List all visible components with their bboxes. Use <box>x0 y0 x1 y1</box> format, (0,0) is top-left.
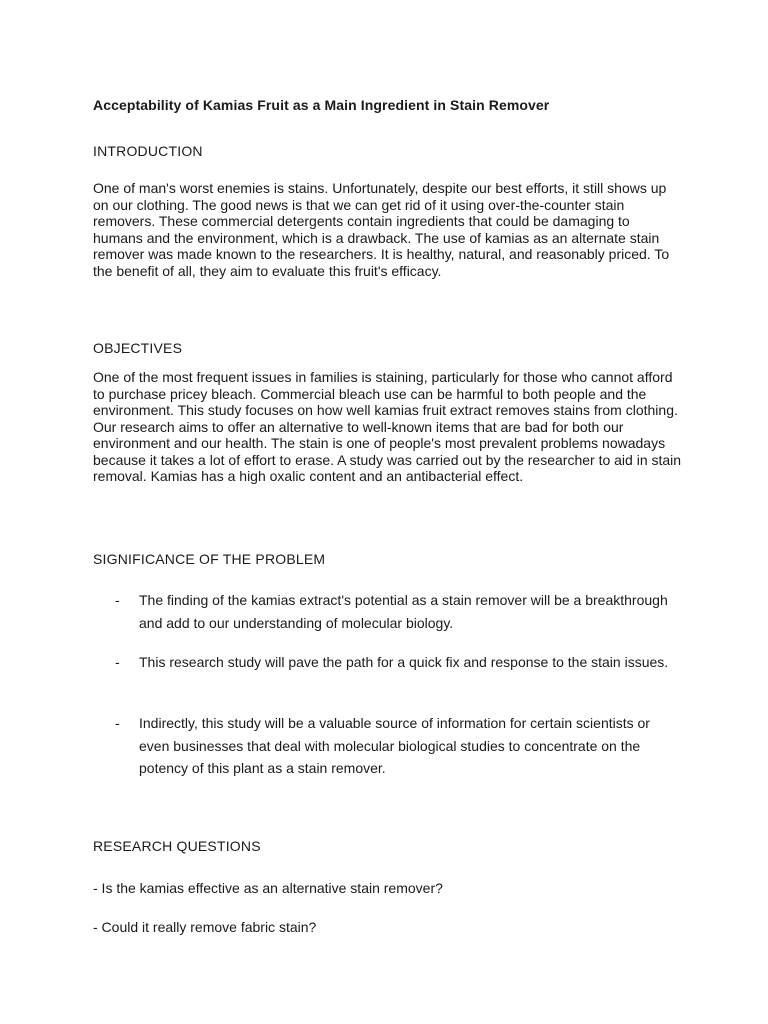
list-item <box>115 651 683 674</box>
list-item <box>115 712 683 780</box>
introduction-paragraph: One of man's worst enemies is stains. Unfortunately, despite our best efforts, it still shows up on our clothing. The good news is that we can get rid of it using over-the-counter stain removers. These commercial detergents contain ingredients that could be damaging to humans and the environment, which is a drawback. The use of kamias as an alternate stain remover was made known to the researchers. It is healthy, natural, and reasonably priced. To the benefit of all, they aim to evaluate this fruit's efficacy. <box>93 180 670 279</box>
document-title: Acceptability of Kamias Fruit as a Main Ingredient in Stain Remover <box>93 97 550 113</box>
list-item-text: This research study will pave the path for a quick fix and response to the stain issues. <box>139 654 669 670</box>
bullet-marker: - <box>115 654 120 670</box>
significance-heading: SIGNIFICANCE OF THE PROBLEM <box>93 551 326 567</box>
list-item <box>115 589 683 634</box>
objectives-paragraph: One of the most frequent issues in families is staining, particularly for those who cannot afford to purchase pricey bleach. Commercial bleach use can be harmful to both people and the environment. This study focuses on how well kamias fruit extract removes stains from clothing. Our research aims to offer an alternative to well-known items that are bad for both our environment and our health. The stain is one of people's most prevalent problems nowadays because it takes a lot of effort to erase. A study was carried out by the researcher to aid in stain removal. Kamias has a high oxalic content and an antibacterial effect. <box>93 369 682 484</box>
introduction-heading: INTRODUCTION <box>93 143 203 159</box>
bullet-marker: - <box>115 715 120 731</box>
objectives-heading: OBJECTIVES <box>93 340 183 356</box>
bullet-marker: - <box>115 592 120 608</box>
research-question-item: - Could it really remove fabric stain? <box>93 919 317 935</box>
list-item-text: The finding of the kamias extract's potential as a stain remover will be a breakthrough and add to our understanding of molecular biology. <box>139 592 668 631</box>
research-questions-heading: RESEARCH QUESTIONS <box>93 838 261 854</box>
research-question-item: - Is the kamias effective as an alternative stain remover? <box>93 880 443 896</box>
list-item-text: Indirectly, this study will be a valuable source of information for certain scientists or even businesses that deal with molecular biological studies to concentrate on the potency of this plant as a stain remover. <box>139 715 650 776</box>
